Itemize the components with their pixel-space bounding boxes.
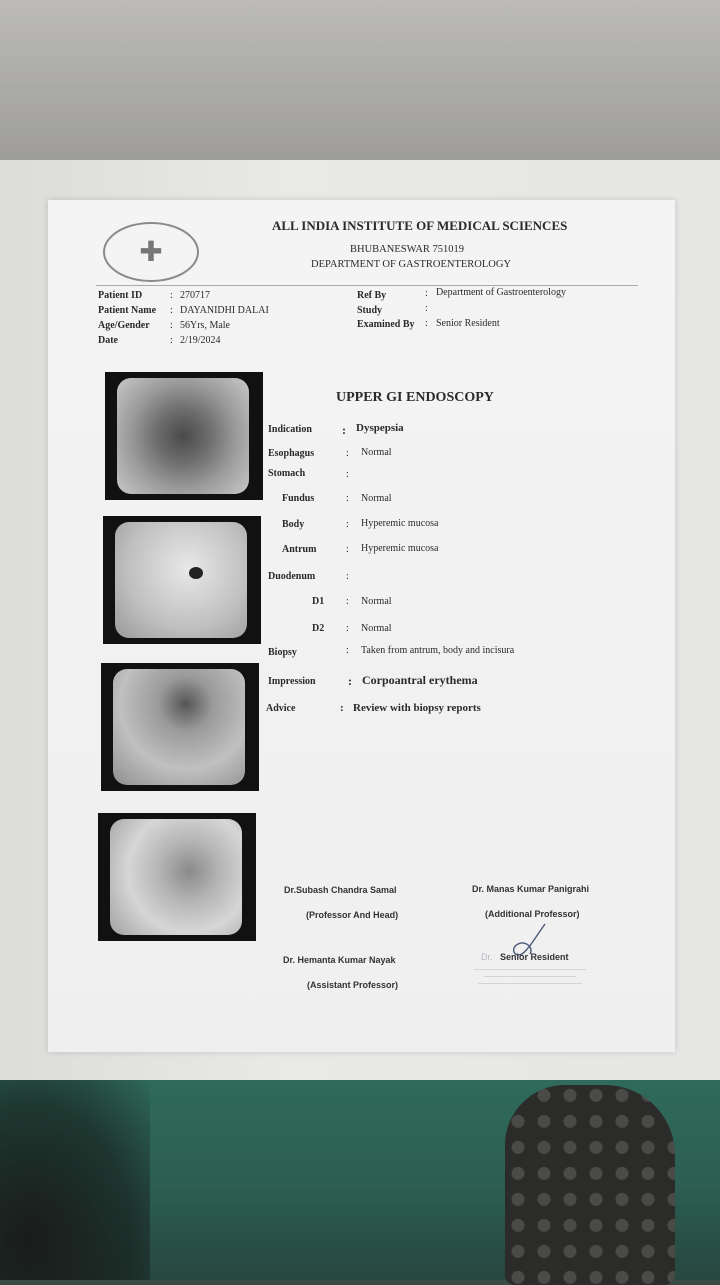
duodenum-label: Duodenum xyxy=(268,571,316,582)
study-label: Study xyxy=(357,305,383,316)
body-label: Body xyxy=(282,519,305,530)
d1-label: D1 xyxy=(312,596,325,607)
patient-name-colon: : xyxy=(170,305,173,316)
examined-by-colon: : xyxy=(425,318,428,329)
endoscopy-image-antrum xyxy=(101,663,259,791)
date-value: 2/19/2024 xyxy=(180,335,221,346)
duodenum-colon: : xyxy=(346,571,349,582)
d1-value: Normal xyxy=(361,596,392,607)
date-colon: : xyxy=(170,335,173,346)
age-gender-colon: : xyxy=(170,320,173,331)
endoscopy-image-stomach xyxy=(103,516,261,644)
biopsy-label: Biopsy xyxy=(268,647,297,658)
impression-label: Impression xyxy=(268,676,316,687)
patient-name-label: Patient Name xyxy=(98,305,157,316)
examined-by-value: Senior Resident xyxy=(436,318,500,329)
stomach-label: Stomach xyxy=(268,468,306,479)
body-value: Hyperemic mucosa xyxy=(361,518,439,529)
endoscopy-image-duodenum xyxy=(98,813,256,941)
fundus-label: Fundus xyxy=(282,493,315,504)
background-wall xyxy=(0,0,720,165)
study-colon: : xyxy=(425,303,428,314)
fundus-colon: : xyxy=(346,493,349,504)
fundus-value: Normal xyxy=(361,493,392,504)
biopsy-value: Taken from antrum, body and incisura xyxy=(361,645,515,656)
department-name: DEPARTMENT OF GASTROENTEROLOGY xyxy=(311,259,512,270)
ref-by-colon: : xyxy=(425,288,428,299)
biopsy-colon: : xyxy=(346,645,349,656)
signature-1-name: Dr.Subash Chandra Samal xyxy=(284,885,397,895)
examined-by-label: Examined By xyxy=(357,319,415,330)
department-stamp-icon xyxy=(470,963,590,1005)
stomach-colon: : xyxy=(346,469,349,480)
patient-id-colon: : xyxy=(170,290,173,301)
advice-label: Advice xyxy=(266,703,296,714)
antrum-label: Antrum xyxy=(282,544,317,555)
esophagus-colon: : xyxy=(346,448,349,459)
institute-name: ALL INDIA INSTITUTE OF MEDICAL SCIENCES xyxy=(272,218,568,233)
signature-1-title: (Professor And Head) xyxy=(306,910,399,920)
age-gender-label: Age/Gender xyxy=(98,320,150,331)
body-colon: : xyxy=(346,519,349,530)
shoe xyxy=(505,1085,675,1285)
report-title: UPPER GI ENDOSCOPY xyxy=(336,390,494,405)
esophagus-label: Esophagus xyxy=(268,448,315,459)
indication-colon: : xyxy=(342,423,346,437)
endoscopy-image-esophagus xyxy=(105,372,263,500)
age-gender-value: 56Yrs, Male xyxy=(180,320,230,331)
ref-by-label: Ref By xyxy=(357,290,387,301)
antrum-value: Hyperemic mucosa xyxy=(361,543,439,554)
ref-by-value: Department of Gastroenterology xyxy=(436,287,566,298)
patient-id-value: 270717 xyxy=(180,290,210,301)
indication-value: Dyspepsia xyxy=(356,422,404,434)
esophagus-value: Normal xyxy=(361,447,392,458)
indication-label: Indication xyxy=(268,424,312,435)
institute-city: BHUBANESWAR 751019 xyxy=(350,244,465,255)
impression-colon: : xyxy=(348,674,352,688)
signature-2-name: Dr. Manas Kumar Panigrahi xyxy=(472,884,590,894)
d2-label: D2 xyxy=(312,623,325,634)
signature-4-prefix: Dr. xyxy=(481,952,493,962)
signature-2-title: (Additional Professor) xyxy=(485,909,580,919)
d2-colon: : xyxy=(346,623,349,634)
signature-3-title: (Assistant Professor) xyxy=(307,980,399,990)
advice-value: Review with biopsy reports xyxy=(353,702,481,714)
background-shadow xyxy=(0,1080,150,1280)
header-divider xyxy=(96,285,638,286)
antrum-colon: : xyxy=(346,544,349,555)
d1-colon: : xyxy=(346,596,349,607)
patient-id-label: Patient ID xyxy=(98,290,143,301)
d2-value: Normal xyxy=(361,623,392,634)
signature-4-name: Senior Resident xyxy=(500,952,569,962)
aiims-logo-icon: ✚ xyxy=(103,222,199,282)
advice-colon: : xyxy=(340,702,344,714)
signature-3-name: Dr. Hemanta Kumar Nayak xyxy=(283,955,396,965)
date-label: Date xyxy=(98,335,118,346)
patient-name-value: DAYANIDHI DALAI xyxy=(180,305,269,316)
impression-value: Corpoantral erythema xyxy=(362,673,478,687)
